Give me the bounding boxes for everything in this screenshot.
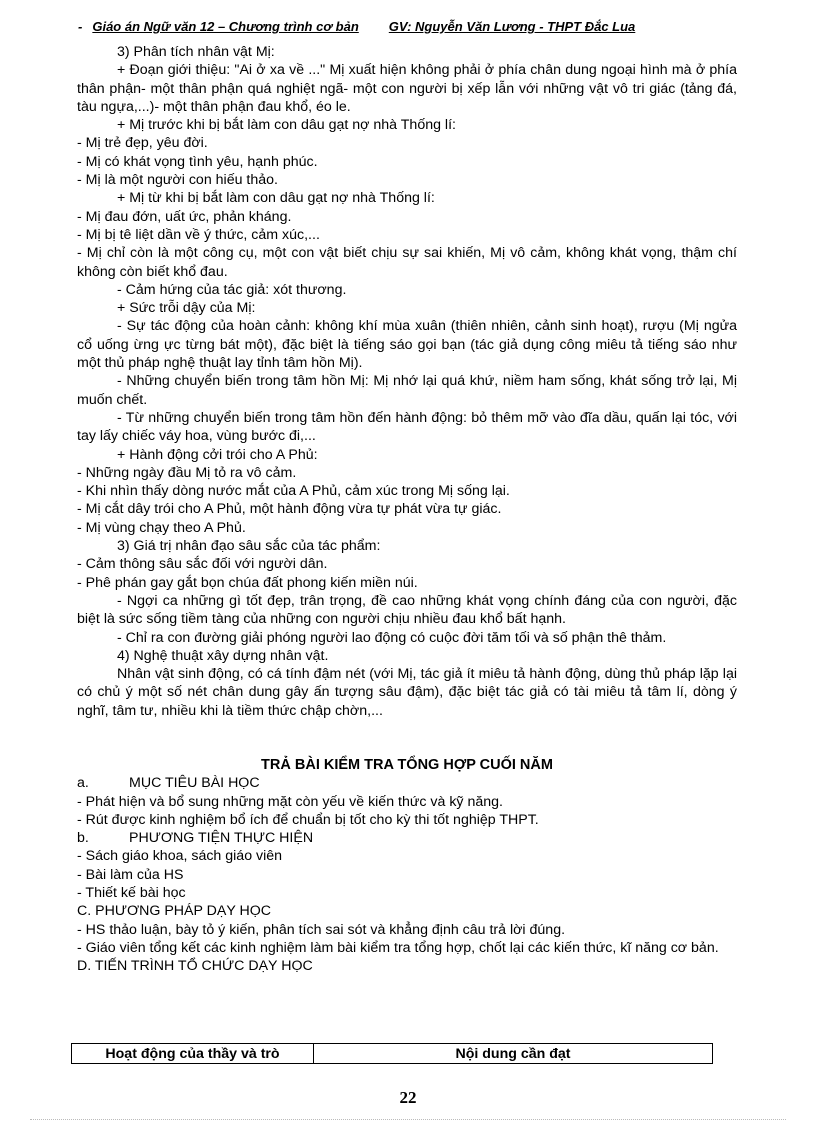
header-course: Giáo án Ngữ văn 12 – Chương trình cơ bản	[92, 19, 359, 34]
list-item: - Cảm thông sâu sắc đối với người dân.	[77, 556, 328, 573]
section-heading: 3) Giá trị nhân đạo sâu sắc của tác phẩm:	[117, 538, 381, 555]
list-item: - Phê phán gay gắt bọn chúa đất phong kiến miền núi.	[77, 574, 418, 591]
list-item: - Những ngày đầu Mị tỏ ra vô cảm.	[77, 464, 297, 481]
heading-c: C. PHƯƠNG PHÁP DẠY HỌC	[77, 903, 272, 920]
column-header-content: Nội dung cần đạt	[314, 1044, 713, 1064]
paragraph: - Sự tác động của hoàn cảnh: không khí mùa xuân (thiên nhiên, cảnh sinh hoạt), rượu (Mị ngửa cổ uống ừng ực từng bát một), đặc biệt là tiếng sáo gọi bạn (tác giả dụng công miêu tả tiếng sáo như một thủ pháp nghệ thuật lay tỉnh tâm hồn Mị).	[77, 318, 737, 372]
footer-divider	[30, 1119, 786, 1120]
list-item: - Phát hiện và bổ sung những mặt còn yếu về kiến thức và kỹ năng.	[77, 793, 503, 810]
list-item: - Sách giáo khoa, sách giáo viên	[77, 848, 283, 865]
table-header-row	[72, 1044, 713, 1064]
heading-b	[77, 829, 737, 847]
list-item: - HS thảo luận, bày tỏ ý kiến, phân tích sai sót và khẳng định câu trả lời đúng.	[77, 921, 566, 938]
list-item: - Mị cắt dây trói cho A Phủ, một hành động vừa tự phát vừa tự giác.	[77, 501, 502, 518]
paragraph: Nhân vật sinh động, có cá tính đậm nét (với Mị, tác giả ít miêu tả hành động, dùng thủ pháp lặp lại có chủ ý một số nét chân dung gây ấn tượng sâu đậm), đặc biệt tác giả có tài miêu tả tâm lí, dòng ý nghĩ, tâm tư, nhiều khi là tiềm thức chập chờn,...	[77, 666, 737, 719]
lesson-plan-table	[71, 1043, 713, 1064]
subheading: + Hành động cởi trói cho A Phủ:	[117, 446, 318, 463]
paragraph: + Đoạn giới thiệu: "Ai ở xa về ..." Mị xuất hiện không phải ở phía chân dung ngoại hình mà ở phía thân phận- một thân phận quá nghiệt ngã- một con người bị xếp lẫn với những vật vô tri giác (tảng đá, tàu ngựa,...)- một thân phận đau khổ, éo le.	[77, 62, 737, 115]
paragraph: - Từ những chuyển biến trong tâm hồn đến hành động: bỏ thêm mỡ vào đĩa dầu, quấn lại tóc, với tay lấy chiếc váy hoa, vùng bước đi,...	[77, 409, 737, 445]
paragraph: - Những chuyển biến trong tâm hồn Mị: Mị nhớ lại quá khứ, niềm ham sống, khát sống trở lại, Mị muốn chết.	[77, 373, 737, 408]
heading-a	[77, 774, 737, 792]
list-item: - Giáo viên tổng kết các kinh nghiệm làm bài kiểm tra tổng hợp, chốt lại các kiến thức, kĩ năng cơ bản.	[77, 939, 719, 956]
column-header-activities: Hoạt động của thầy và trò	[72, 1044, 314, 1064]
document-body	[77, 43, 737, 976]
list-item: - Mị là một người con hiếu thảo.	[77, 172, 278, 189]
heading-d: D. TIẾN TRÌNH TỔ CHỨC DẠY HỌC	[77, 958, 313, 975]
list-item: - Rút được kinh nghiệm bổ ích để chuẩn bị tốt cho kỳ thi tốt nghiệp THPT.	[77, 811, 539, 828]
lesson-title: TRẢ BÀI KIỂM TRA TỔNG HỢP CUỐI NĂM	[261, 756, 553, 773]
page-number: 22	[399, 1088, 417, 1107]
heading-label: MỤC TIÊU BÀI HỌC	[129, 775, 260, 792]
list-item: - Khi nhìn thấy dòng nước mắt của A Phủ, cảm xúc trong Mị sống lại.	[77, 483, 510, 500]
paragraph: - Ngợi ca những gì tốt đẹp, trân trọng, đề cao những khát vọng chính đáng của con người, đặc biệt là sức sống tiềm tàng của những con người chịu nhiều đau khổ bất hạnh.	[77, 592, 737, 628]
header-teacher: GV: Nguyễn Văn Lương - THPT Đắc Lua	[388, 19, 636, 34]
list-item: - Thiết kế bài học	[77, 885, 186, 902]
paragraph: - Chỉ ra con đường giải phóng người lao động có cuộc đời tăm tối và số phận thê thảm.	[117, 629, 667, 646]
subheading: + Mị trước khi bị bắt làm con dâu gạt nợ nhà Thống lí:	[117, 117, 456, 134]
section-heading: 3) Phân tích nhân vật Mị:	[117, 44, 275, 60]
list-item: - Mị bị tê liệt dần về ý thức, cảm xúc,...	[77, 226, 320, 243]
section-heading: 4) Nghệ thuật xây dựng nhân vật.	[117, 647, 329, 664]
list-item: - Mị trẻ đẹp, yêu đời.	[77, 135, 208, 152]
header-dash: -	[78, 19, 83, 34]
list-item: - Mị đau đớn, uất ức, phản kháng.	[77, 208, 292, 225]
heading-letter: b.	[77, 830, 89, 847]
paragraph: - Cảm hứng của tác giả: xót thương.	[117, 281, 347, 298]
list-item: - Mị có khát vọng tình yêu, hạnh phúc.	[77, 153, 318, 170]
list-item: - Mị chỉ còn là một công cụ, một con vật biết chịu sự sai khiến, Mị vô cảm, không khát vọng, thậm chí không còn biết khổ đau.	[77, 245, 737, 280]
list-item: - Bài làm của HS	[77, 866, 184, 883]
heading-letter: a.	[77, 775, 89, 792]
page-header	[78, 19, 738, 34]
heading-label: PHƯƠNG TIỆN THỰC HIỆN	[129, 830, 314, 847]
subheading: + Sức trỗi dậy của Mị:	[117, 300, 256, 317]
list-item: - Mị vùng chạy theo A Phủ.	[77, 519, 246, 536]
subheading: + Mị từ khi bị bắt làm con dâu gạt nợ nhà Thống lí:	[117, 190, 435, 207]
